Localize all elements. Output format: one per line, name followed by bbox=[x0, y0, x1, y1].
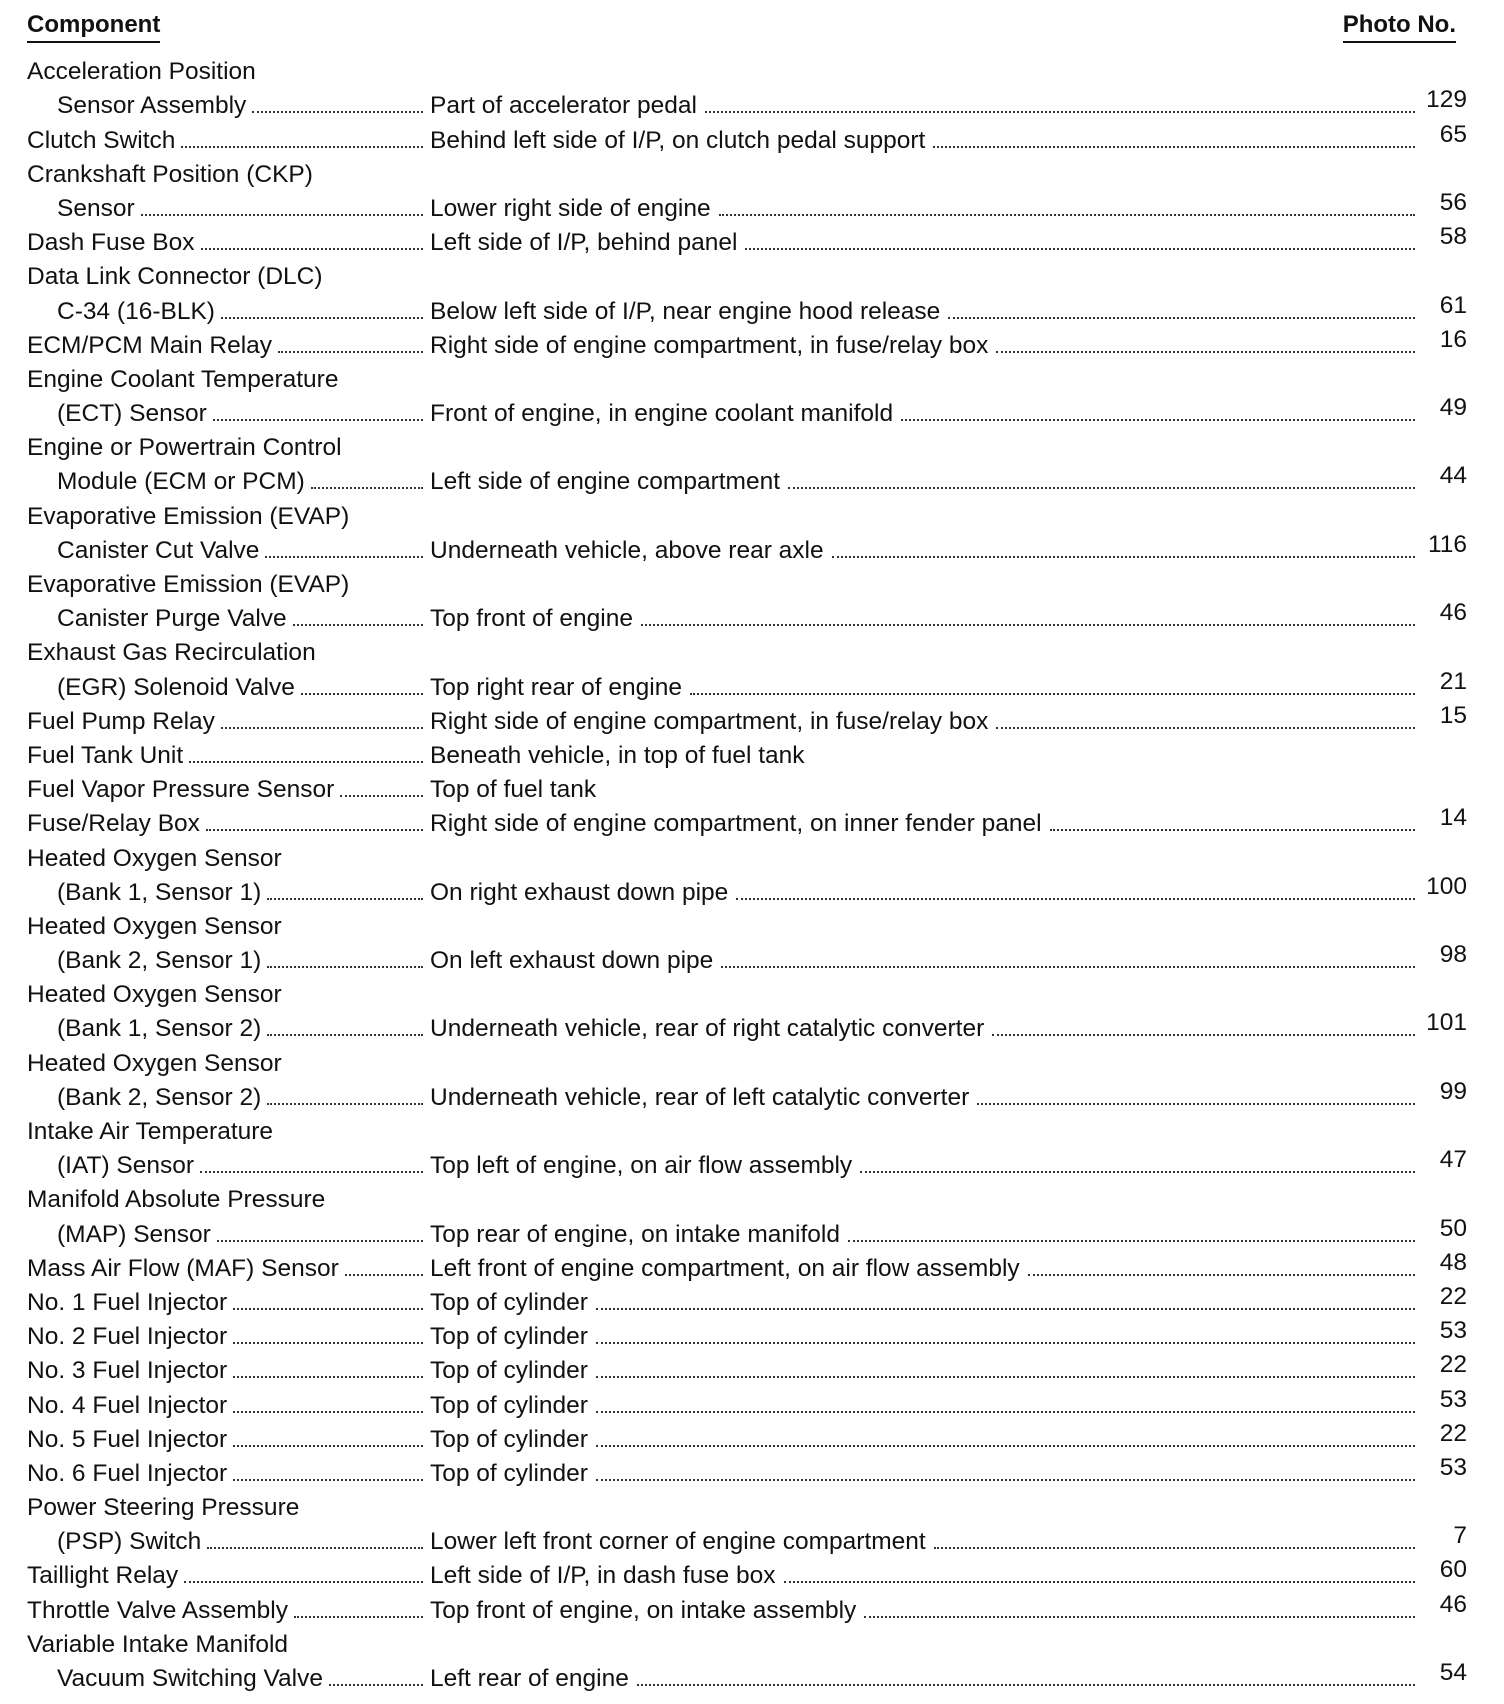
location-cell bbox=[430, 770, 1467, 804]
photo-number: 54 bbox=[1439, 1659, 1467, 1686]
location-text: Underneath vehicle, above rear axle bbox=[430, 536, 824, 564]
table-row bbox=[27, 1385, 1467, 1419]
photo-number: 15 bbox=[1439, 701, 1467, 729]
component-name: (Bank 1, Sensor 2) bbox=[57, 1015, 267, 1043]
photo-number: 65 bbox=[1439, 120, 1467, 148]
location-text: Top of cylinder bbox=[430, 1391, 588, 1419]
table-row bbox=[27, 1522, 1467, 1556]
dot-leader bbox=[596, 1376, 1415, 1378]
component-name: Canister Cut Valve bbox=[57, 537, 265, 565]
location-cell bbox=[430, 1351, 1467, 1385]
dot-leader bbox=[206, 829, 423, 831]
dot-leader bbox=[252, 111, 423, 113]
dot-leader bbox=[345, 1274, 423, 1276]
component-cell bbox=[27, 770, 431, 804]
location-text: Behind left side of I/P, on clutch pedal support bbox=[430, 126, 926, 154]
dot-leader bbox=[860, 1171, 1415, 1173]
dot-leader bbox=[596, 1308, 1415, 1310]
location-text: Top right rear of engine bbox=[430, 673, 682, 701]
component-name: No. 4 Fuel Injector bbox=[27, 1392, 233, 1420]
location-text: Left rear of engine bbox=[430, 1665, 629, 1692]
table-row bbox=[27, 155, 1467, 189]
location-text: Top of cylinder bbox=[430, 1459, 588, 1487]
location-text: Top of cylinder bbox=[430, 1425, 588, 1453]
table-row bbox=[27, 1659, 1467, 1693]
component-name: Fuel Vapor Pressure Sensor bbox=[27, 776, 340, 804]
component-name-line1: Evaporative Emission (EVAP) bbox=[27, 502, 350, 530]
table-row bbox=[27, 1283, 1467, 1317]
location-text: On left exhaust down pipe bbox=[430, 947, 714, 975]
location-text: On right exhaust down pipe bbox=[430, 878, 729, 906]
table-row bbox=[27, 1454, 1467, 1488]
location-text: Top front of engine bbox=[430, 605, 633, 633]
component-cell bbox=[27, 86, 431, 120]
location-text: Underneath vehicle, rear of right catalytic converter bbox=[430, 1015, 985, 1043]
header-photo-no: Photo No. bbox=[1343, 10, 1456, 43]
table-row bbox=[27, 975, 1467, 1009]
photo-number: 47 bbox=[1439, 1146, 1467, 1174]
photo-number: 99 bbox=[1439, 1077, 1467, 1105]
table-row bbox=[27, 462, 1467, 496]
photo-number: 129 bbox=[1426, 86, 1467, 114]
photo-number: 60 bbox=[1439, 1556, 1467, 1584]
component-cell bbox=[27, 189, 431, 223]
photo-number: 44 bbox=[1439, 462, 1467, 490]
component-name: Module (ECM or PCM) bbox=[57, 468, 311, 496]
dot-leader bbox=[977, 1103, 1415, 1105]
table-row bbox=[27, 1590, 1467, 1624]
component-name-line1: Power Steering Pressure bbox=[27, 1494, 300, 1522]
dot-leader bbox=[745, 248, 1415, 250]
location-cell bbox=[430, 394, 1467, 428]
photo-number: 49 bbox=[1439, 394, 1467, 422]
dot-leader bbox=[233, 1445, 423, 1447]
photo-number: 53 bbox=[1439, 1453, 1467, 1481]
location-cell bbox=[430, 667, 1467, 701]
component-name: Canister Purge Valve bbox=[57, 605, 293, 633]
dot-leader bbox=[293, 624, 423, 626]
photo-number: 53 bbox=[1439, 1385, 1467, 1413]
component-cell bbox=[27, 1659, 431, 1693]
table-row bbox=[27, 1317, 1467, 1351]
photo-number: 58 bbox=[1439, 223, 1467, 251]
component-name: No. 3 Fuel Injector bbox=[27, 1357, 233, 1385]
component-cell bbox=[27, 1078, 431, 1112]
component-name: ECM/PCM Main Relay bbox=[27, 332, 278, 360]
component-cell bbox=[27, 1249, 431, 1283]
dot-leader bbox=[141, 214, 423, 216]
dot-leader bbox=[596, 1411, 1415, 1413]
component-cell bbox=[27, 120, 431, 154]
table-row bbox=[27, 1556, 1467, 1590]
component-cell bbox=[27, 1009, 431, 1043]
component-cell bbox=[27, 1420, 431, 1454]
component-name-line1: Acceleration Position bbox=[27, 58, 256, 86]
location-text: Lower right side of engine bbox=[430, 194, 711, 222]
location-cell bbox=[430, 1078, 1467, 1112]
location-text: Underneath vehicle, rear of left catalytic converter bbox=[430, 1083, 970, 1111]
component-name: No. 2 Fuel Injector bbox=[27, 1323, 233, 1351]
component-name-line1: Manifold Absolute Pressure bbox=[27, 1186, 326, 1214]
component-name: (MAP) Sensor bbox=[57, 1221, 217, 1249]
dot-leader bbox=[784, 1581, 1415, 1583]
table-row bbox=[27, 1146, 1467, 1180]
location-cell bbox=[430, 1659, 1467, 1693]
component-cell bbox=[27, 1317, 431, 1351]
dot-leader bbox=[207, 1547, 423, 1549]
dot-leader bbox=[217, 1240, 423, 1242]
component-name-line1: Evaporative Emission (EVAP) bbox=[27, 571, 350, 598]
component-cell bbox=[27, 1522, 431, 1556]
location-text: Part of accelerator pedal bbox=[430, 92, 697, 120]
dot-leader bbox=[848, 1240, 1415, 1242]
location-cell bbox=[430, 1420, 1467, 1454]
table-row bbox=[27, 531, 1467, 565]
table-row bbox=[27, 1180, 1467, 1214]
dot-leader bbox=[992, 1034, 1415, 1036]
dot-leader bbox=[721, 966, 1415, 968]
location-text: Below left side of I/P, near engine hood release bbox=[430, 297, 941, 325]
component-cell bbox=[27, 1146, 431, 1180]
table-row bbox=[27, 120, 1467, 154]
component-name: Dash Fuse Box bbox=[27, 229, 201, 257]
photo-number: 50 bbox=[1439, 1214, 1467, 1242]
component-name: (PSP) Switch bbox=[57, 1528, 207, 1556]
table-row bbox=[27, 1112, 1467, 1146]
component-cell bbox=[27, 1590, 431, 1624]
dot-leader bbox=[221, 727, 423, 729]
location-text: Left front of engine compartment, on air flow assembly bbox=[430, 1254, 1020, 1282]
component-name-line1: Data Link Connector (DLC) bbox=[27, 263, 323, 291]
table-row bbox=[27, 804, 1467, 838]
photo-number: 48 bbox=[1439, 1248, 1467, 1276]
component-cell bbox=[27, 1351, 431, 1385]
dot-leader bbox=[233, 1308, 423, 1310]
component-cell bbox=[27, 804, 431, 838]
dot-leader bbox=[596, 1479, 1415, 1481]
table-row bbox=[27, 702, 1467, 736]
location-text: Beneath vehicle, in top of fuel tank bbox=[430, 741, 805, 769]
component-cell bbox=[27, 702, 431, 736]
component-cell bbox=[27, 1454, 431, 1488]
component-cell bbox=[27, 941, 431, 975]
component-name: Vacuum Switching Valve bbox=[57, 1665, 329, 1693]
dot-leader bbox=[294, 1616, 423, 1618]
dot-leader bbox=[596, 1342, 1415, 1344]
location-cell bbox=[430, 86, 1467, 120]
dot-leader bbox=[864, 1616, 1415, 1618]
component-cell bbox=[27, 1556, 431, 1590]
table-row bbox=[27, 1009, 1467, 1043]
photo-number: 22 bbox=[1439, 1282, 1467, 1310]
location-cell bbox=[430, 1385, 1467, 1419]
component-cell bbox=[27, 462, 431, 496]
dot-leader bbox=[641, 624, 1415, 626]
table-row bbox=[27, 907, 1467, 941]
photo-number: 101 bbox=[1426, 1009, 1467, 1037]
dot-leader bbox=[948, 317, 1415, 319]
photo-number: 98 bbox=[1439, 941, 1467, 969]
table-row bbox=[27, 189, 1467, 223]
component-name: (ECT) Sensor bbox=[57, 400, 213, 428]
location-cell bbox=[430, 223, 1467, 257]
location-cell bbox=[430, 462, 1467, 496]
table-row bbox=[27, 667, 1467, 701]
location-text: Lower left front corner of engine compartment bbox=[430, 1528, 926, 1556]
component-name: No. 5 Fuel Injector bbox=[27, 1426, 233, 1454]
photo-number: 53 bbox=[1439, 1317, 1467, 1345]
location-text: Top rear of engine, on intake manifold bbox=[430, 1220, 840, 1248]
table-row bbox=[27, 1488, 1467, 1522]
dot-leader bbox=[719, 214, 1415, 216]
dot-leader bbox=[181, 146, 423, 148]
component-cell bbox=[27, 873, 431, 907]
dot-leader bbox=[329, 1684, 423, 1686]
location-text: Top front of engine, on intake assembly bbox=[430, 1596, 857, 1624]
dot-leader bbox=[200, 1171, 423, 1173]
dot-leader bbox=[301, 693, 423, 695]
table-row bbox=[27, 1078, 1467, 1112]
dot-leader bbox=[267, 1034, 423, 1036]
location-text: Top of cylinder bbox=[430, 1323, 588, 1351]
dot-leader bbox=[901, 419, 1415, 421]
photo-number: 116 bbox=[1427, 530, 1467, 558]
dot-leader bbox=[233, 1376, 423, 1378]
component-name: No. 1 Fuel Injector bbox=[27, 1289, 233, 1317]
dot-leader bbox=[213, 419, 423, 421]
dot-leader bbox=[265, 556, 423, 558]
photo-number: 14 bbox=[1439, 804, 1467, 832]
dot-leader bbox=[596, 1445, 1415, 1447]
dot-leader bbox=[278, 351, 423, 353]
dot-leader bbox=[340, 795, 423, 797]
photo-number: 7 bbox=[1453, 1522, 1467, 1550]
location-text: Right side of engine compartment, in fuse/relay box bbox=[430, 707, 989, 735]
location-cell bbox=[430, 702, 1467, 736]
component-name-line1: Engine or Powertrain Control bbox=[27, 434, 342, 462]
dot-leader bbox=[267, 1103, 423, 1105]
location-cell bbox=[430, 189, 1467, 223]
location-cell bbox=[430, 1146, 1467, 1180]
photo-number: 100 bbox=[1426, 872, 1467, 900]
photo-number: 21 bbox=[1439, 667, 1467, 695]
location-cell bbox=[430, 736, 1467, 770]
component-name: (Bank 2, Sensor 1) bbox=[57, 947, 267, 975]
photo-number: 22 bbox=[1439, 1351, 1467, 1379]
component-name-line1: Heated Oxygen Sensor bbox=[27, 1049, 282, 1077]
component-name: Sensor bbox=[57, 195, 141, 223]
dot-leader bbox=[221, 317, 423, 319]
location-text: Right side of engine compartment, on inner fender panel bbox=[430, 810, 1042, 838]
location-cell bbox=[430, 941, 1467, 975]
dot-leader bbox=[267, 966, 423, 968]
component-cell bbox=[27, 223, 431, 257]
photo-number: 46 bbox=[1439, 1590, 1467, 1618]
dot-leader bbox=[996, 727, 1415, 729]
location-cell bbox=[430, 1454, 1467, 1488]
component-table bbox=[27, 52, 1467, 1693]
component-name: Clutch Switch bbox=[27, 127, 181, 155]
table-row bbox=[27, 838, 1467, 872]
table-row bbox=[27, 1043, 1467, 1077]
component-name-line1: Engine Coolant Temperature bbox=[27, 365, 339, 393]
location-text: Top of cylinder bbox=[430, 1357, 588, 1385]
table-row bbox=[27, 736, 1467, 770]
table-row bbox=[27, 1249, 1467, 1283]
table-row bbox=[27, 86, 1467, 120]
location-text: Top of fuel tank bbox=[430, 776, 597, 804]
dot-leader bbox=[788, 487, 1415, 489]
component-name: (EGR) Solenoid Valve bbox=[57, 674, 301, 702]
location-cell bbox=[430, 1283, 1467, 1317]
component-name: Fuse/Relay Box bbox=[27, 810, 206, 838]
component-name-line1: Heated Oxygen Sensor bbox=[27, 981, 282, 1009]
component-cell bbox=[27, 326, 431, 360]
component-name-line1: Crankshaft Position (CKP) bbox=[27, 160, 313, 188]
location-cell bbox=[430, 1522, 1467, 1556]
component-cell bbox=[27, 1283, 431, 1317]
dot-leader bbox=[201, 248, 424, 250]
table-row bbox=[27, 941, 1467, 975]
table-row bbox=[27, 223, 1467, 257]
dot-leader bbox=[189, 761, 423, 763]
table-row bbox=[27, 360, 1467, 394]
dot-leader bbox=[690, 693, 1415, 695]
table-row bbox=[27, 1420, 1467, 1454]
table-row bbox=[27, 565, 1467, 599]
component-cell bbox=[27, 531, 431, 565]
photo-number: 16 bbox=[1439, 325, 1467, 353]
dot-leader bbox=[996, 351, 1415, 353]
component-name-line1: Heated Oxygen Sensor bbox=[27, 844, 282, 872]
component-cell bbox=[27, 1385, 431, 1419]
table-row bbox=[27, 633, 1467, 667]
component-cell bbox=[27, 736, 431, 770]
location-cell bbox=[430, 873, 1467, 907]
dot-leader bbox=[832, 556, 1415, 558]
table-row bbox=[27, 291, 1467, 325]
location-cell bbox=[430, 1556, 1467, 1590]
component-name: Throttle Valve Assembly bbox=[27, 1597, 294, 1625]
component-name: Fuel Pump Relay bbox=[27, 708, 221, 736]
photo-number: 22 bbox=[1439, 1419, 1467, 1447]
component-name: (Bank 2, Sensor 2) bbox=[57, 1084, 267, 1112]
component-name: C-34 (16-BLK) bbox=[57, 298, 221, 326]
table-row bbox=[27, 496, 1467, 530]
dot-leader bbox=[233, 1342, 423, 1344]
component-cell bbox=[27, 291, 431, 325]
table-row bbox=[27, 599, 1467, 633]
component-cell bbox=[27, 394, 431, 428]
dot-leader bbox=[934, 1547, 1415, 1549]
component-cell bbox=[27, 667, 431, 701]
table-row bbox=[27, 52, 1467, 86]
dot-leader bbox=[233, 1479, 423, 1481]
component-name: Sensor Assembly bbox=[57, 92, 252, 120]
photo-number: 46 bbox=[1439, 599, 1467, 627]
location-text: Top of cylinder bbox=[430, 1288, 588, 1316]
table-row bbox=[27, 1214, 1467, 1248]
table-row bbox=[27, 1625, 1467, 1659]
dot-leader bbox=[736, 898, 1415, 900]
location-cell bbox=[430, 1590, 1467, 1624]
location-cell bbox=[430, 531, 1467, 565]
dot-leader bbox=[933, 146, 1415, 148]
component-cell bbox=[27, 599, 431, 633]
table-row bbox=[27, 257, 1467, 291]
location-cell bbox=[430, 1009, 1467, 1043]
component-name-line1: Heated Oxygen Sensor bbox=[27, 912, 282, 940]
component-name-line1: Exhaust Gas Recirculation bbox=[27, 639, 316, 667]
dot-leader bbox=[637, 1684, 1415, 1686]
table-row bbox=[27, 394, 1467, 428]
table-row bbox=[27, 326, 1467, 360]
location-text: Left side of I/P, in dash fuse box bbox=[430, 1562, 776, 1590]
location-cell bbox=[430, 1214, 1467, 1248]
location-cell bbox=[430, 804, 1467, 838]
location-cell bbox=[430, 326, 1467, 360]
location-text: Top left of engine, on air flow assembly bbox=[430, 1152, 853, 1180]
location-cell bbox=[430, 599, 1467, 633]
photo-number: 56 bbox=[1439, 188, 1467, 216]
table-row bbox=[27, 428, 1467, 462]
component-name: Mass Air Flow (MAF) Sensor bbox=[27, 1255, 345, 1283]
component-name-line1: Intake Air Temperature bbox=[27, 1118, 274, 1145]
component-name: Fuel Tank Unit bbox=[27, 742, 189, 770]
component-name: No. 6 Fuel Injector bbox=[27, 1460, 233, 1488]
dot-leader bbox=[1028, 1274, 1415, 1276]
dot-leader bbox=[705, 111, 1415, 113]
component-name: (Bank 1, Sensor 1) bbox=[57, 879, 267, 907]
header-component: Component bbox=[27, 10, 160, 43]
dot-leader bbox=[233, 1411, 423, 1413]
table-row bbox=[27, 770, 1467, 804]
table-row bbox=[27, 873, 1467, 907]
dot-leader bbox=[184, 1581, 423, 1583]
dot-leader bbox=[267, 898, 423, 900]
photo-number: 61 bbox=[1439, 291, 1467, 319]
component-name-line1: Variable Intake Manifold bbox=[27, 1630, 289, 1658]
location-cell bbox=[430, 1249, 1467, 1283]
location-cell bbox=[430, 1317, 1467, 1351]
location-cell bbox=[430, 120, 1467, 154]
location-text: Left side of engine compartment bbox=[430, 468, 781, 496]
component-name: Taillight Relay bbox=[27, 1562, 184, 1590]
dot-leader bbox=[1050, 829, 1415, 831]
table-row bbox=[27, 1351, 1467, 1385]
location-text: Left side of I/P, behind panel bbox=[430, 229, 738, 257]
location-text: Front of engine, in engine coolant manifold bbox=[430, 400, 894, 428]
location-text: Right side of engine compartment, in fuse/relay box bbox=[430, 331, 989, 359]
component-cell bbox=[27, 1214, 431, 1248]
component-name: (IAT) Sensor bbox=[57, 1152, 200, 1180]
location-cell bbox=[430, 291, 1467, 325]
dot-leader bbox=[311, 487, 423, 489]
